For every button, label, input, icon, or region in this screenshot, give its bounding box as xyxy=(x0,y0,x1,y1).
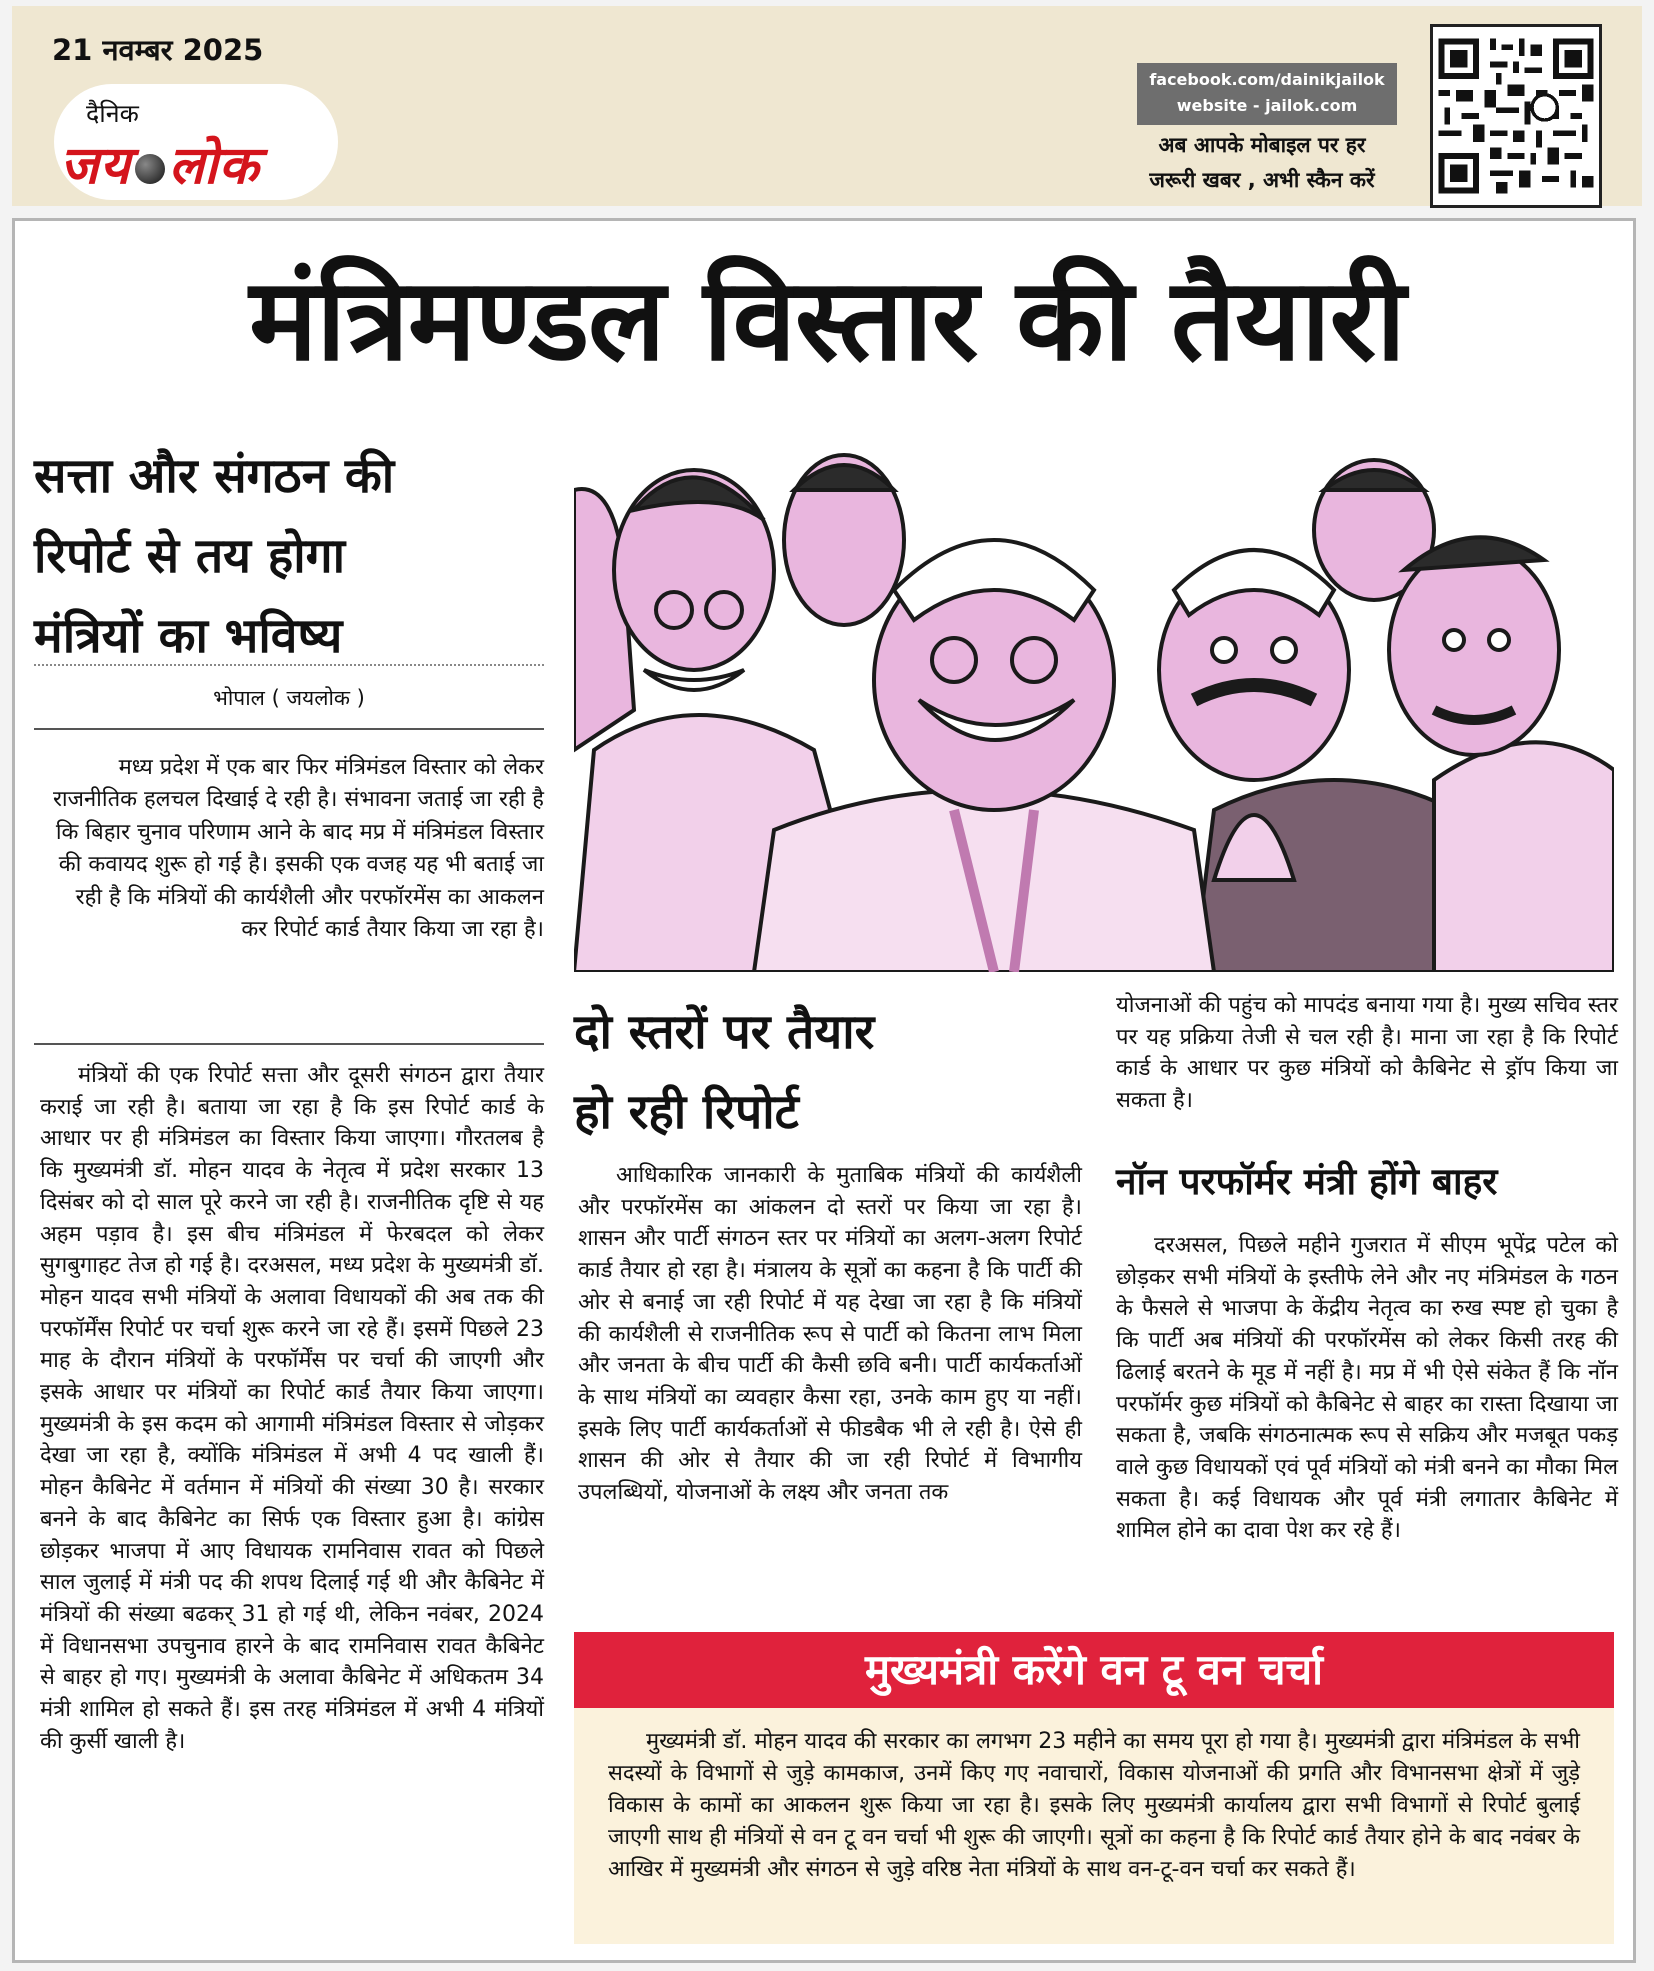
divider xyxy=(34,728,544,730)
column-3-top-text: योजनाओं की पहुंच को मापदंड बनाया गया है। मुख्य सचिव स्तर पर यह प्रक्रिया तेजी से चल रही है। माना जा रहा है कि रिपोर्ट कार्ड के आधार पर कुछ मंत्रियों को कैबिनेट से ड्रॉप किया जा सकता है। xyxy=(1116,993,1618,1114)
logo-wordmark xyxy=(60,128,259,199)
divider xyxy=(34,664,544,666)
subhead-line: मंत्रियों का भविष्य xyxy=(34,608,343,664)
politicians-cartoon xyxy=(574,450,1614,972)
website-link[interactable]: website - jailok.com xyxy=(1176,96,1358,115)
column-3-top xyxy=(1116,990,1618,1117)
logo-right-word: लोक xyxy=(168,136,260,196)
masthead xyxy=(12,6,1642,206)
issue-date: 21 नवम्बर 2025 xyxy=(52,33,264,67)
divider xyxy=(34,1043,544,1045)
dateline: भोपाल ( जयलोक ) xyxy=(213,686,365,710)
column-1-text: मंत्रियों की एक रिपोर्ट सत्ता और दूसरी संगठन द्वारा तैयार कराई जा रही है। बताया जा रहा है कि इस रिपोर्ट कार्ड के आधार पर ही मंत्रिमंडल का विस्तार किया जाएगा। गौरतलब है कि मुख्यमंत्री डॉ. मोहन यादव के नेतृत्व में प्रदेश सरकार 13 दिसंबर को दो साल पूरे करने जा रही है। राजनीतिक दृष्टि से यह अहम पड़ाव है। इस बीच मंत्रिमंडल में फेरबदल को लेकर सुगबुगाहट तेज हो गई है। दरअसल, मध्य प्रदेश के मुख्यमंत्री डॉ. मोहन यादव सभी मंत्रियों के अलावा विधायकों की अब तक की परफॉर्मेंस रिपोर्ट पर चर्चा शुरू करने जा रहे हैं। इसमें पिछले 23 माह के दौरान मंत्रियों के परफॉर्मेंस पर चर्चा की जाएगी और इसके आधार पर मंत्रियों का रिपोर्ट कार्ड तैयार किया जाएगा। मुख्यमंत्री के इस कदम को आगामी मंत्रिमंडल विस्तार से जोड़कर देखा जा रहा है, क्योंकि मंत्रिमंडल में अभी 4 पद खाली हैं। मोहन कैबिनेट में वर्तमान में मंत्रियों की संख्या 30 है। सरकार बनने के बाद कैबिनेट का सिर्फ एक विस्तार हुआ है। कांग्रेस छोड़कर भाजपा में आए विधायक रामनिवास रावत को पिछले साल जुलाई में मंत्री पद की शपथ दिलाई गई थी और कैबिनेट में मंत्रियों की संख्या बढकर् 31 हो गई थी, लेकिन नवंबर, 2024 में विधानसभा उपचुनाव हारने के बाद रामनिवास रावत कैबिनेट से बाहर हो गए। मुख्यमंत्री के अलावा कैबिनेट में अधिकतम 34 मंत्री शामिल हो सकते हैं। इस तरह मंत्रिमंडल में अभी 4 मंत्रियों की कुर्सी खाली है। xyxy=(40,1063,544,1754)
subheadline xyxy=(34,436,544,676)
column-3-text: दरअसल, पिछले महीने गुजरात में सीएम भूपेंद्र पटेल को छोड़कर सभी मंत्रियों के इस्तीफे लेने और नए मंत्रिमंडल के गठन के फैसले से भाजपा के केंद्रीय नेतृत्व का रुख स्पष्ट हो चुका है कि पार्टी अब मंत्रियों की परफॉरमेंस को लेकर किसी तरह की ढिलाई बरतने के मूड में नहीं है। मप्र में भी ऐसे संकेत हैं कि नॉन परफॉर्मर कुछ मंत्रियों को कैबिनेट से बाहर का रास्ता दिखाया जा सकता है, जबकि संगठनात्मक रूप से सक्रिय और मजबूत पकड़ वाले कुछ विधायकों एवं पूर्व मंत्रियों को मंत्री बनने का मौका मिल सकता है। कई विधायक और पूर्व मंत्री लगातार कैबिनेट में शामिल होने का दावा पेश कर रहे हैं। xyxy=(1116,1233,1618,1544)
column-2 xyxy=(578,1160,1082,1509)
social-links xyxy=(1137,63,1397,125)
scan-line-2: जरूरी खबर , अभी स्कैन करें xyxy=(1149,168,1375,192)
cartoon-illustration xyxy=(574,450,1614,972)
main-headline: मंत्रिमण्डल विस्तार की तैयारी xyxy=(249,253,1405,386)
logo-left-word: जय xyxy=(60,136,131,196)
boxed-story-text: मुख्यमंत्री डॉ. मोहन यादव की सरकार का लगभग 23 महीने का समय पूरा हो गया है। मुख्यमंत्री द्वारा मंत्रिमंडल के सभी सदस्यों के विभागों से जुड़े कामकाज, उनमें किए गए नवाचारों, विकास योजनाओं की प्रगति और विभानसभा क्षेत्रों में जुड़े विकास के कामों का आकलन शुरू किया जा रहा है। इसके लिए मुख्यमंत्री कार्यालय द्वारा सभी विभागों से रिपोर्ट बुलाई जाएगी साथ ही मंत्रियों से वन टू वन चर्चा भी शुरू की जाएगी। सूत्रों का कहना है कि रिपोर्ट कार्ड तैयार होने के बाद नवंबर के आखिर में मुख्यमंत्री और संगठन से जुड़े वरिष्ठ नेता मंत्रियों के साथ वन-टू-वन चर्चा कर सकते हैं। xyxy=(608,1729,1580,1882)
column-1 xyxy=(40,1060,544,1757)
subhead-line: रिपोर्ट से तय होगा xyxy=(34,528,346,584)
facebook-link[interactable]: facebook.com/dainikjailok xyxy=(1149,70,1385,89)
globe-icon xyxy=(135,154,165,184)
qr-code-icon[interactable] xyxy=(1430,24,1602,208)
column-2-text: आधिकारिक जानकारी के मुताबिक मंत्रियों की कार्यशैली और परफॉरमेंस का आंकलन दो स्तरों पर किया जा रहा है। शासन और पार्टी संगठन स्तर पर मंत्रियों का अलग-अलग रिपोर्ट कार्ड तैयार हो रहा है। मंत्रालय के सूत्रों का कहना है कि पार्टी की ओर से बनाई जा रही रिपोर्ट में यह देखा जा रहा है कि मंत्रियों की कार्यशैली से राजनीतिक रूप से पार्टी को कितना लाभ मिला और जनता के बीच पार्टी की कैसी छवि बनी। पार्टी कार्यकर्ताओं के साथ मंत्रियों का व्यवहार कैसा रहा, उनके काम हुए या नहीं। इसके लिए पार्टी कार्यकर्ताओं से फीडबैक भी ले रही है। ऐसे ही शासन की ओर से तैयार की जा रही रिपोर्ट में विभागीय उपलब्धियों, योजनाओं के लक्ष्य और जनता तक xyxy=(578,1163,1082,1506)
subhead-line: सत्ता और संगठन की xyxy=(34,448,395,504)
newspaper-logo[interactable] xyxy=(54,84,338,200)
scan-prompt xyxy=(1112,128,1412,198)
qr-code-graphic xyxy=(1433,27,1599,205)
box-heading: मुख्यमंत्री करेंगे वन टू वन चर्चा xyxy=(574,1632,1614,1708)
logo-small-text: दैनिक xyxy=(86,99,139,128)
intro-paragraph: मध्य प्रदेश में एक बार फिर मंत्रिमंडल विस्तार को लेकर राजनीतिक हलचल दिखाई दे रही है। संभावना जताई जा रही है कि बिहार चुनाव परिणाम आने के बाद मप्र में मंत्रिमंडल विस्तार की कवायद शुरू हो गई है। इसकी एक वजह यह भी बताई जा रही है कि मंत्रियों की कार्यशैली और परफॉरमेंस का आकलन कर रिपोर्ट कार्ड तैयार किया जा रहा है। xyxy=(52,755,544,943)
scan-line-1: अब आपके मोबाइल पर हर xyxy=(1158,133,1366,157)
section-heading-non-performer: नॉन परफॉर्मर मंत्री होंगे बाहर xyxy=(1116,1160,1498,1203)
boxed-story xyxy=(574,1708,1614,1944)
section-heading-line: दो स्तरों पर तैयार xyxy=(574,1004,875,1060)
section-heading-line: हो रही रिपोर्ट xyxy=(574,1084,799,1140)
column-3 xyxy=(1116,1230,1618,1547)
section-heading-two-levels xyxy=(574,992,974,1152)
